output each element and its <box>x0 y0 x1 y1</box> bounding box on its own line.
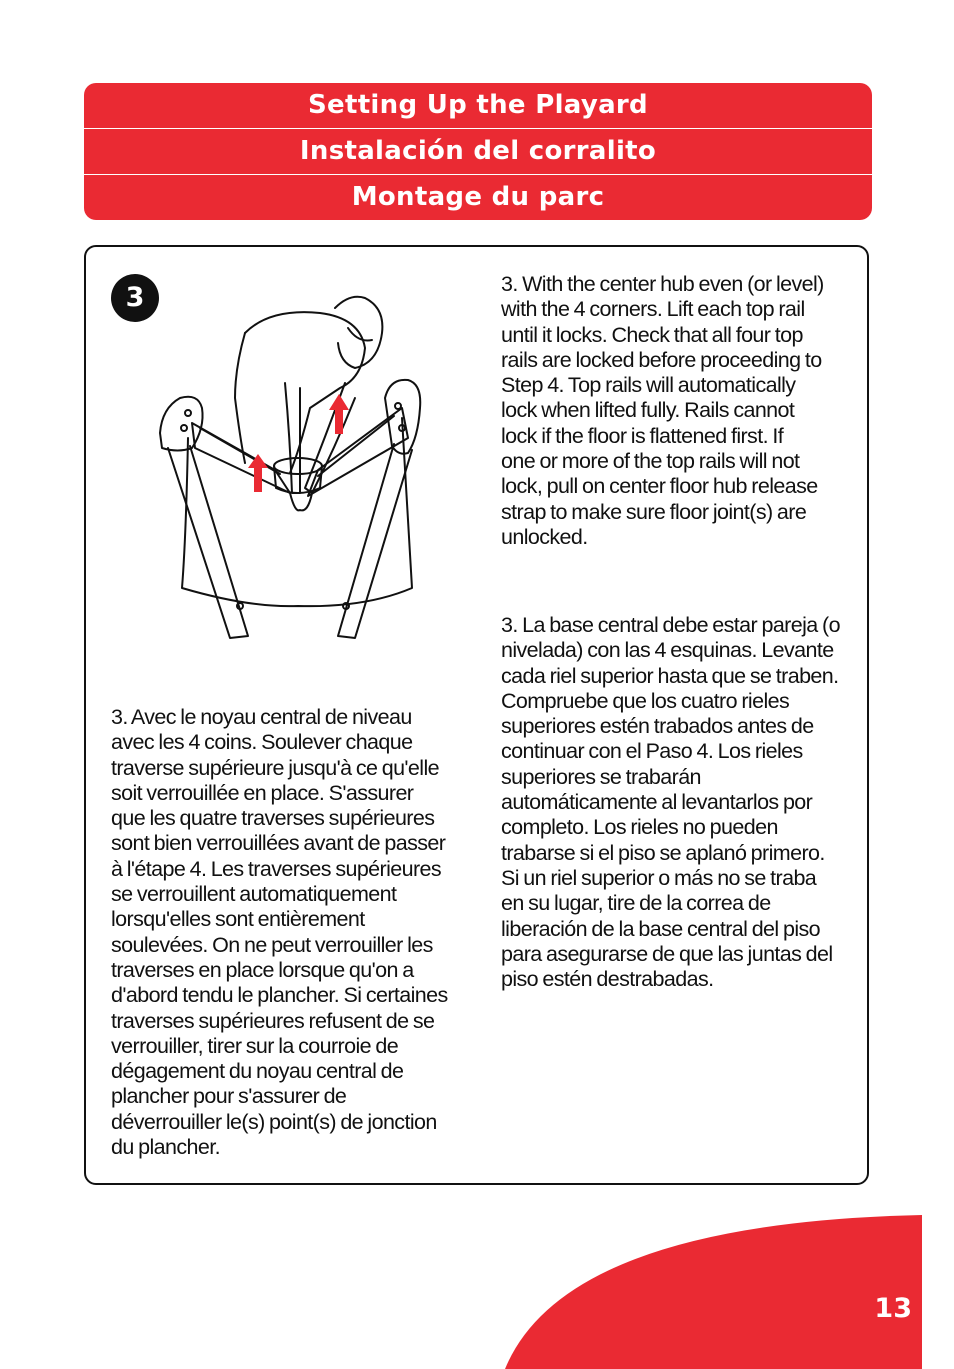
corner-left <box>160 397 203 451</box>
leg-left <box>168 446 248 638</box>
title-spanish: Instalación del corralito <box>84 128 872 174</box>
step-number-badge: 3 <box>111 274 159 322</box>
title-french: Montage du parc <box>84 174 872 220</box>
playard-illustration <box>150 288 430 648</box>
person-arm-right <box>305 383 355 493</box>
person-body <box>235 333 245 463</box>
instructions-french: 3. Avec le noyau central de niveau avec les 4 coins. Soulever chaque traverse supérieure jusqu'à ce qu'elle soit verrouillée en place. S'assurer que les quatre traverses supérieures sont bien verrouillées avant de passer à l'étape 4. Les traverses supérieures se verrouillent automatiquement lorsqu'elles sont entièrement soulevées. On ne peut verrouiller les traverses en place lorsque qu'on a d'abord tendu le plancher. Si certaines traverses supérieures refusent de se verrouiller, tirer sur la courroie de dégagement du noyau central de plancher pour s'assurer de déverrouiller le(s) point(s) de jonction du plancher. <box>111 705 448 1160</box>
page-corner-decoration <box>505 1213 922 1369</box>
instructions-english: 3. With the center hub even (or level) with the 4 corners. Lift each top rail until it locks. Check that all four top rails are locked before proceeding to Step 4. Top rails will automatically lock when lifted fully. Rails cannot lock if the floor is flattened first. If one or more of the top rails will not lock, pull on center floor hub release strap to make sure floor joint(s) are unlocked. <box>501 272 824 549</box>
top-rail-right <box>308 408 408 496</box>
red-up-arrow-icon <box>248 394 349 492</box>
person-arm-left <box>285 383 300 493</box>
center-hub <box>274 458 322 474</box>
title-english: Setting Up the Playard <box>308 90 648 120</box>
page-number: 13 <box>874 1293 912 1324</box>
instructions-spanish: 3. La base central debe estar pareja (o nivelada) con las 4 esquinas. Levante cada riel superior hasta que se traben. Compruebe que los cuatro rieles superiores estén trabados antes de continuar con el Paso 4. Los rieles superiores se trabarán automáticamente al levantarlos por completo. Los rieles no pueden trabarse si el piso se aplanó primero. Si un riel superior o más no se traba en su lugar, tire de la correa de liberación de la base central del piso para asegurarse de que las juntas del piso estén destrabadas. <box>501 613 840 992</box>
title-banner <box>84 83 872 220</box>
mesh-skirt <box>182 418 412 606</box>
